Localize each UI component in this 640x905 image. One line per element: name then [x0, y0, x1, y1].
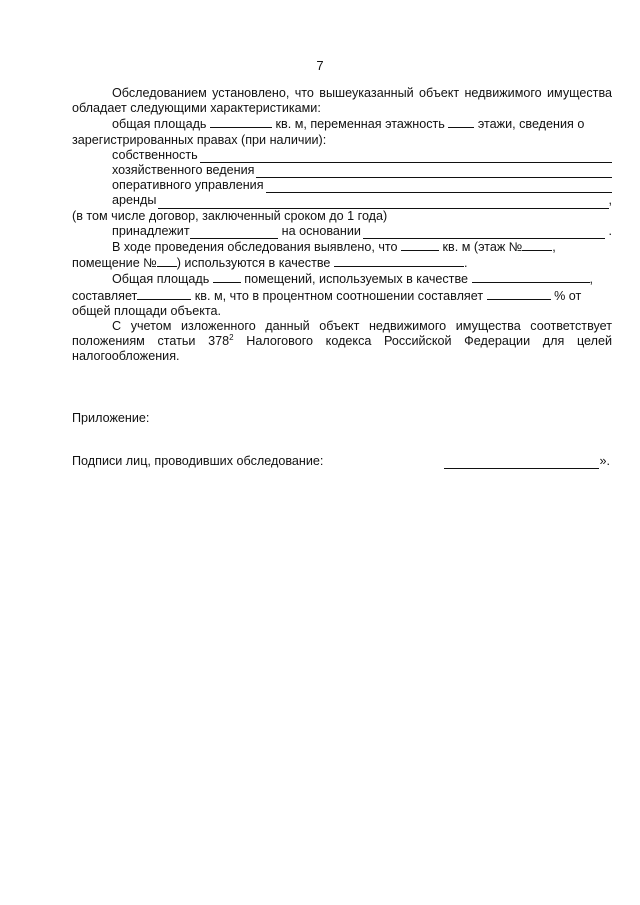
ownership-label: собственность	[112, 147, 198, 162]
paragraph-characteristics: Обследованием установлено, что вышеуказанный объект недвижимого имущества обладает следующими характеристиками:	[72, 86, 612, 116]
paragraph-conclusion	[72, 319, 612, 365]
area-unit-text: кв. м, переменная этажность	[275, 117, 445, 132]
basis-label: на основании	[281, 223, 361, 238]
amounts-label: составляет	[72, 288, 138, 303]
area-line	[72, 116, 612, 132]
paragraph-inspection: В ходе проведения обследования выявлено, что кв. м (этаж № ,	[112, 240, 556, 255]
area-blank[interactable]	[210, 116, 272, 128]
signature-date	[444, 454, 610, 469]
belongs-row: принадлежит на основании .	[112, 223, 612, 238]
paragraph-total-area-line2	[72, 288, 612, 304]
closing-quote: ».	[599, 453, 610, 468]
percentage-blank[interactable]	[487, 288, 551, 300]
signature-blank[interactable]	[444, 457, 599, 469]
belongs-label: принадлежит	[112, 223, 190, 238]
rooms-purpose-blank[interactable]	[472, 271, 590, 283]
rights-line: зарегистрированных правах (при наличии):	[72, 132, 327, 147]
basis-blank[interactable]	[363, 227, 605, 239]
rooms-used-text: помещений, используемых в качестве	[244, 272, 469, 287]
operational-row	[112, 178, 612, 193]
signature-label: Подписи лиц, проводивших обследование:	[72, 453, 324, 468]
page-number: 7	[316, 58, 324, 73]
paragraph-total-area: Общая площадь помещений, используемых в качестве ,	[112, 272, 594, 287]
lease-note: (в том числе договор, заключенный сроком до 1 года)	[72, 208, 388, 223]
conclusion-text-end: Налогового кодекса Российской Федерации для целей налогообложения.	[72, 334, 612, 364]
economic-label: хозяйственного ведения	[112, 163, 255, 178]
belongs-blank[interactable]	[190, 227, 278, 239]
inspection-text: В ходе проведения обследования выявлено, что	[112, 240, 398, 255]
percent-of-text: % от	[554, 288, 582, 303]
lease-label: аренды	[112, 193, 157, 208]
total-area-blank[interactable]	[213, 271, 241, 283]
floor-number-blank[interactable]	[522, 239, 552, 251]
inspection-floor-text: кв. м (этаж №	[442, 240, 523, 255]
inspection-area-blank[interactable]	[401, 239, 439, 251]
ownership-blank[interactable]	[200, 151, 612, 163]
conclusion-text: С учетом изложенного данный объект недвижимого имущества соответствует положениям статьи 378	[72, 319, 612, 349]
appendix-label: Приложение:	[72, 410, 150, 425]
document-body	[72, 86, 612, 469]
amounts-blank[interactable]	[137, 288, 191, 300]
used-as-blank[interactable]	[334, 255, 464, 267]
rights-list	[72, 148, 612, 209]
floors-blank[interactable]	[448, 116, 474, 128]
floors-text: этажи, сведения о	[477, 117, 585, 132]
economic-row	[112, 163, 612, 178]
percentage-text: кв. м, что в процентном соотношении составляет	[194, 288, 484, 303]
paragraph-inspection-line2: помещение № ) используются в качестве .	[72, 256, 468, 271]
economic-blank[interactable]	[256, 166, 612, 178]
article-superscript: 2	[229, 333, 234, 343]
area-label: общая площадь	[112, 117, 207, 132]
signature-row	[72, 454, 612, 469]
operational-label: оперативного управления	[112, 178, 264, 193]
lease-blank[interactable]	[158, 197, 608, 209]
used-as-text: ) используются в качестве	[176, 256, 331, 271]
total-area-label: Общая площадь	[112, 272, 210, 287]
operational-blank[interactable]	[266, 181, 612, 193]
room-number-blank[interactable]	[157, 255, 177, 267]
paragraph-total-area-line3: общей площади объекта.	[72, 303, 221, 318]
ownership-row	[112, 148, 612, 163]
lease-row: аренды ,	[112, 193, 612, 208]
room-number-label: помещение №	[72, 256, 157, 271]
